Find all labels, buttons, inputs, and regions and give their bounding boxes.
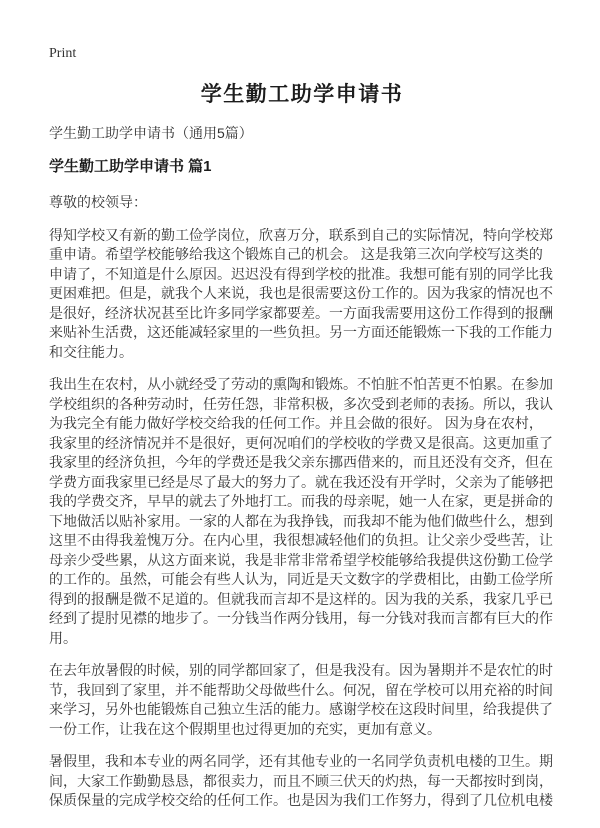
salutation: 尊敬的校领导： — [49, 194, 147, 210]
paragraph-family-background: 我出生在农村，从小就经受了劳动的熏陶和锻炼。不怕脏不怕苦更不怕累。在参加学校组织的各种劳动时，任劳任怨，非常积极，多次受到老师的表扬。所以，我认为我完全有能力做好学校交给我的任何工作。并且会做的很好。 因为身在农村，我家里的经济情况并不是很好，更何况咱们的学校收的学费又是很高。这更加重了我家里的经济负担，今年的学费还是我父亲东挪西借来的，而且还没有交齐，但在学费方面我家里已经是尽了最大的努力了。就在我还没有开学时，父亲为了能够把我的学费交齐，早早的就去了外地打工。而我的母亲呢，她一人在家，更是拼命的下地做活以贴补家用。一家的人都在为我挣钱，而我却不能为他们做些什么，想到这里不由得我羞愧万分。在内心里，我很想减轻他们的负担。让父亲少受些苦，让母亲少受些累，从这方面来说，我是非常非常希望学校能够给我提供这份勤工俭学的工作的。虽然，可能会有些人认为，同近是天文数字的学费相比，由勤工俭学所得到的报酬是微不足道的。但就我而言却不是这样的。因为我的关系，我家几乎已经到了提肘见襟的地步了。一分钱当作两分钱用，每一分钱对我而言都有巨大的作用。 — [49, 376, 553, 646]
page-title: 学生勤工助学申请书 — [200, 83, 404, 106]
print-link[interactable]: Print — [49, 46, 77, 61]
paragraph-application-request: 得知学校又有新的勤工俭学岗位，欣喜万分，联系到自己的实际情况，特向学校郑重申请。希望学校能够给我这个锻炼自己的机会。 这是我第三次向学校写这类的申请了，不知道是什么原因。迟迟没有得到学校的批准。我想可能有别的同学比我更困难把。但是，就我个人来说，我也是很需要这份工作的。因为我家的情况也不是很好，经济状况甚至比许多同学家都要差。一方面我需要用这份工作得到的报酬来贴补生活费，这还能减轻家里的一些负担。另一方面还能锻炼一下我的工作能力和交往能力。 — [49, 226, 553, 360]
document-subtitle: 学生勤工助学申请书（通用5篇） — [49, 125, 253, 141]
paragraph-summer-vacation: 在去年放暑假的时候，别的同学都回家了，但是我没有。因为暑期并不是农忙的时节，我回到了家里，并不能帮助父母做些什么。何况，留在学校可以用充裕的时间来学习，另外也能锻炼自己独立生活的能力。感谢学校在这段时间里，给我提供了一份工作，让我在这个假期里也过得更加的充实，更加有意义。 — [49, 662, 553, 737]
section-heading: 学生勤工助学申请书 篇1 — [49, 158, 212, 175]
paragraph-summer-work: 暑假里，我和本专业的两名同学，还有其他专业的一名同学负责机电楼的卫生。期间，大家工作勤勤恳恳，都很卖力，而且不顾三伏天的灼热，每一天都按时到岗，保质保量的完成学校交给的任何工作。也是因为我们工作努力，得到了几位机电楼 — [49, 753, 553, 808]
